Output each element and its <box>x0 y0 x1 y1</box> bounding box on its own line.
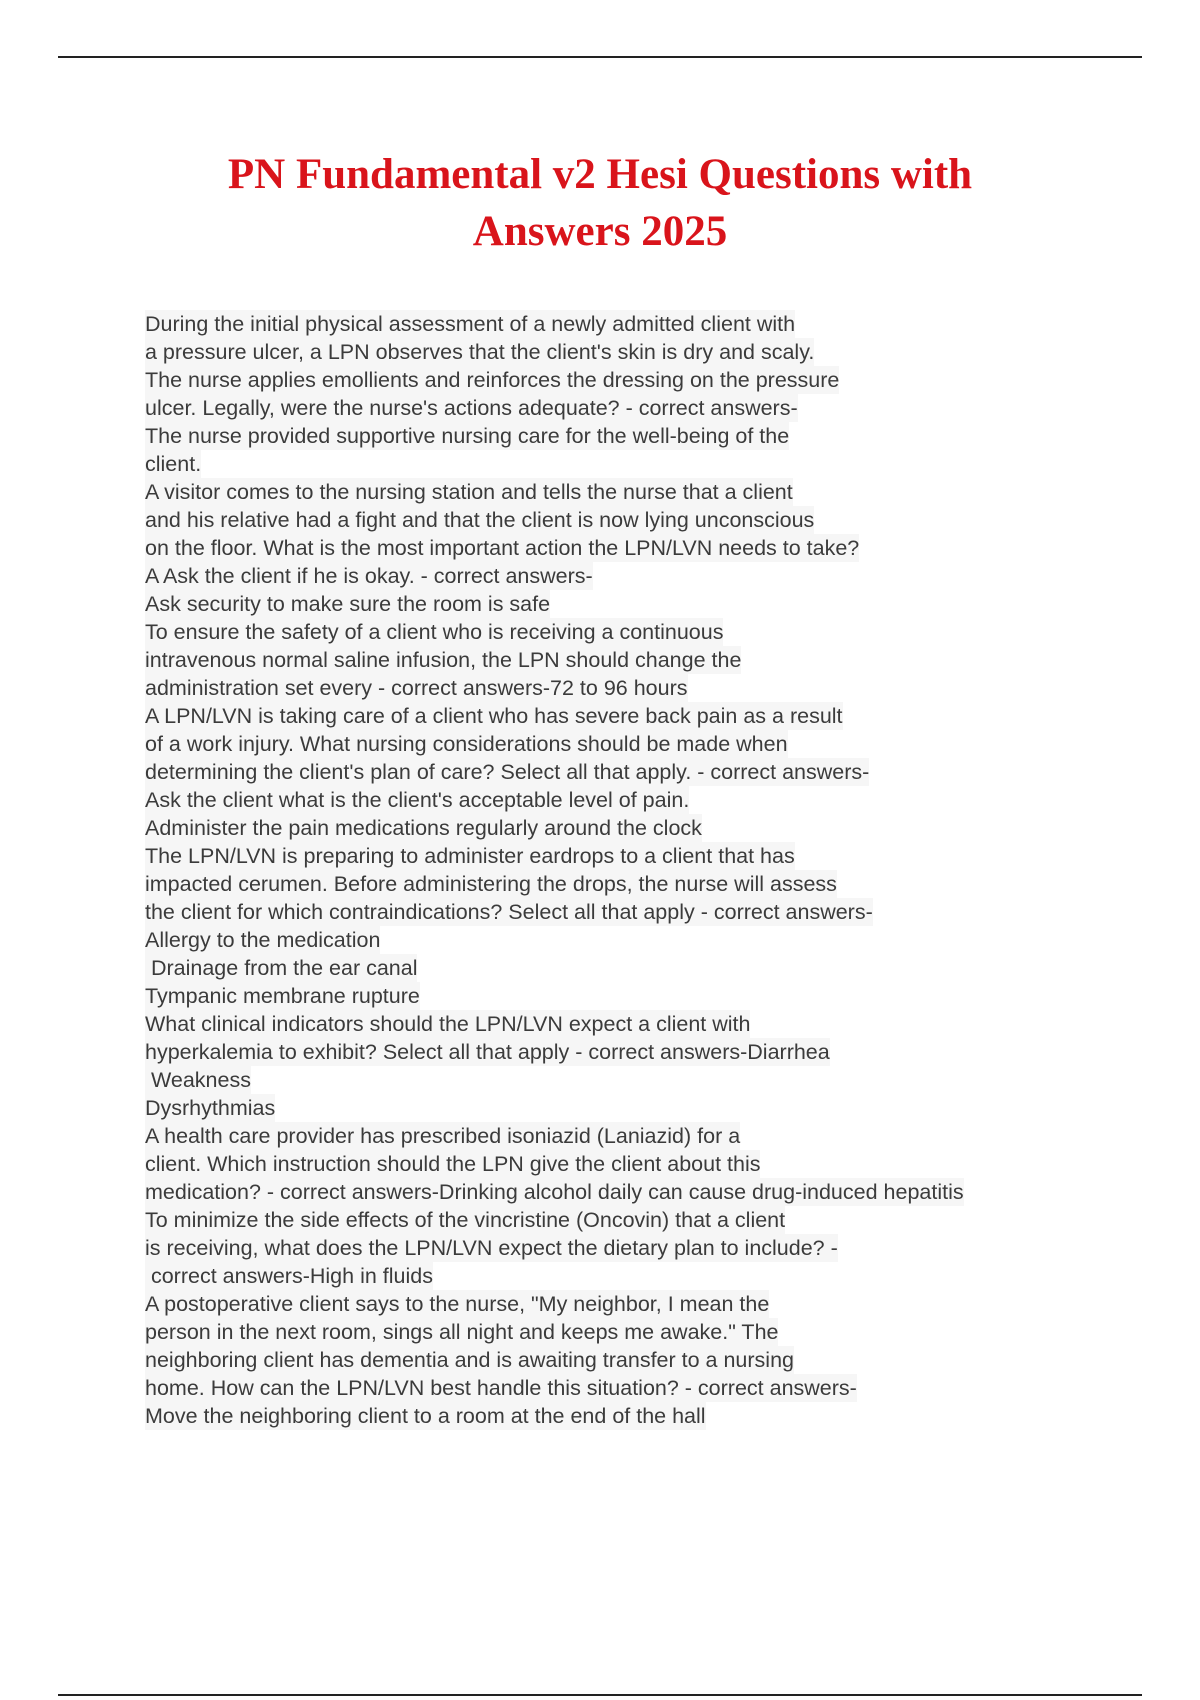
body-line: ulcer. Legally, were the nurse's actions adequate? - correct answers- <box>145 396 798 420</box>
title-line: PN Fundamental v2 Hesi Questions with <box>227 151 973 198</box>
top-rule <box>58 56 1142 58</box>
body-line: Tympanic membrane rupture <box>145 984 420 1008</box>
body-line: administration set every - correct answers-72 to 96 hours <box>145 676 688 700</box>
body-line: Drainage from the ear canal <box>145 956 418 980</box>
body-line: determining the client's plan of care? Select all that apply. - correct answers- <box>145 760 870 784</box>
body-line: A visitor comes to the nursing station and tells the nurse that a client <box>145 480 793 504</box>
body-line: a pressure ulcer, a LPN observes that the client's skin is dry and scaly. <box>145 340 815 364</box>
body-line: person in the next room, sings all night and keeps me awake." The <box>145 1320 779 1344</box>
body-line: impacted cerumen. Before administering the drops, the nurse will assess <box>145 872 837 896</box>
body-line: medication? - correct answers-Drinking alcohol daily can cause drug-induced hepatitis <box>145 1180 964 1204</box>
body-line: Allergy to the medication <box>145 928 381 952</box>
body-line: A health care provider has prescribed isoniazid (Laniazid) for a <box>145 1124 741 1148</box>
body-line: of a work injury. What nursing considerations should be made when <box>145 732 788 756</box>
question-answer-body <box>145 310 1155 1430</box>
body-line: and his relative had a fight and that the client is now lying unconscious <box>145 508 815 532</box>
body-line: neighboring client has dementia and is awaiting transfer to a nursing <box>145 1348 794 1372</box>
body-line: The nurse applies emollients and reinforces the dressing on the pressure <box>145 368 840 392</box>
body-line: Ask security to make sure the room is safe <box>145 592 551 616</box>
body-line: To ensure the safety of a client who is receiving a continuous <box>145 620 724 644</box>
body-line: is receiving, what does the LPN/LVN expect the dietary plan to include? - <box>145 1236 838 1260</box>
body-line: Administer the pain medications regularly around the clock <box>145 816 702 840</box>
body-line: To minimize the side effects of the vincristine (Oncovin) that a client <box>145 1208 786 1232</box>
body-line: the client for which contraindications? Select all that apply - correct answers- <box>145 900 873 924</box>
body-line: correct answers-High in fluids <box>145 1264 433 1288</box>
body-line: Ask the client what is the client's acceptable level of pain. <box>145 788 690 812</box>
body-line: intravenous normal saline infusion, the LPN should change the <box>145 648 742 672</box>
body-line: A LPN/LVN is taking care of a client who has severe back pain as a result <box>145 704 843 728</box>
body-line: What clinical indicators should the LPN/LVN expect a client with <box>145 1012 751 1036</box>
body-line: on the floor. What is the most important action the LPN/LVN needs to take? <box>145 536 860 560</box>
body-line: Dysrhythmias <box>145 1096 276 1120</box>
document-title <box>100 146 1100 260</box>
body-line: hyperkalemia to exhibit? Select all that apply - correct answers-Diarrhea <box>145 1040 830 1064</box>
body-line: A Ask the client if he is okay. - correct answers- <box>145 564 593 588</box>
body-line: The nurse provided supportive nursing care for the well-being of the <box>145 424 790 448</box>
body-line: client. <box>145 452 202 476</box>
body-line: client. Which instruction should the LPN give the client about this <box>145 1152 761 1176</box>
body-line: Move the neighboring client to a room at the end of the hall <box>145 1404 706 1428</box>
body-line: home. How can the LPN/LVN best handle this situation? - correct answers- <box>145 1376 857 1400</box>
body-line: During the initial physical assessment of a newly admitted client with <box>145 312 796 336</box>
title-line: Answers 2025 <box>472 208 728 255</box>
body-line: Weakness <box>145 1068 251 1092</box>
body-line: The LPN/LVN is preparing to administer eardrops to a client that has <box>145 844 795 868</box>
bottom-rule <box>58 1694 1142 1696</box>
body-line: A postoperative client says to the nurse, "My neighbor, I mean the <box>145 1292 770 1316</box>
